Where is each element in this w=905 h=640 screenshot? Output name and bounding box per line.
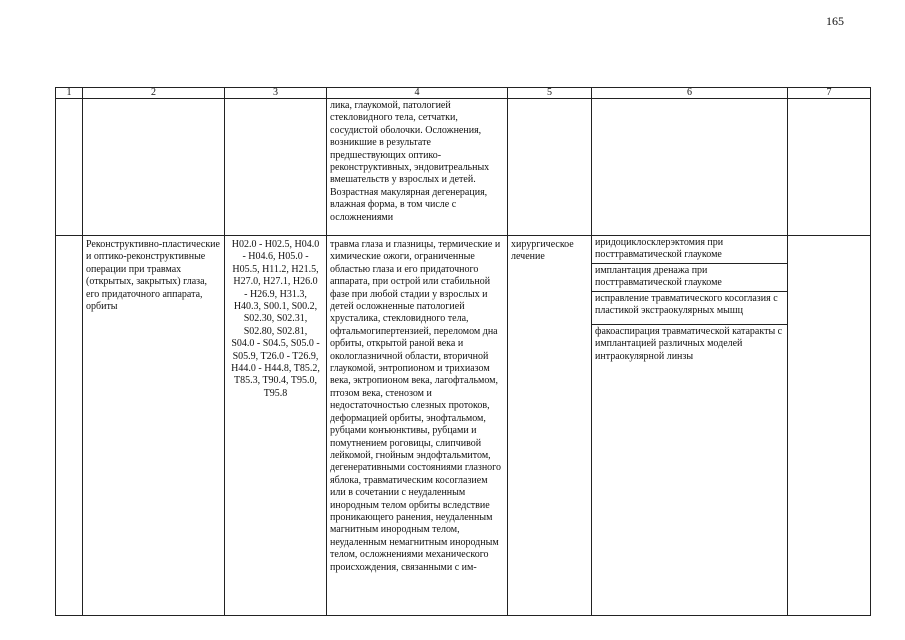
cell-model: лика, глаукомой, патологией стекловидного тела, сетчатки, сосудистой оболочки. Осложнения, возникшие в результате предшествующих оптико-реконструктивных, эндовитреальных вмешательств у взрослых и детей. Возрастная макулярная дегенерация, влажная форма, в том числе с осложнениями <box>327 99 508 236</box>
cell-procedure: Реконструктивно-пластические и оптико-реконструктивные операции при травмах (открытых, закрытых) глаза, его придаточного аппарата, орбиты <box>83 236 225 616</box>
cell-codes <box>225 236 327 616</box>
icd-code-line: - H04.6, H05.0 - <box>242 251 309 263</box>
cell-number <box>56 99 83 236</box>
column-header: 1 <box>56 88 83 99</box>
cell-method <box>592 236 788 616</box>
cell-treatment: хирургическое лечение <box>508 236 592 616</box>
icd-code-line: H02.0 - H02.5, H04.0 <box>231 239 320 250</box>
column-header: 2 <box>83 88 225 99</box>
column-header: 6 <box>592 88 788 99</box>
icd-code-line: H05.5, H11.2, H21.5, <box>232 263 319 275</box>
icd-code-line: - H26.9, H31.3, <box>244 288 307 300</box>
column-header: 3 <box>225 88 327 99</box>
column-header: 4 <box>327 88 508 99</box>
method-item: исправление травматического косоглазия с пластикой экстраокулярных мышц <box>592 292 787 325</box>
header-row <box>56 88 871 99</box>
cell-codes <box>225 99 327 236</box>
icd-code-line: T85.3, T90.4, T95.0, <box>234 375 317 387</box>
icd-code-line: S04.0 - S04.5, S05.0 - <box>231 338 320 350</box>
clinical-table <box>55 87 871 616</box>
table-row <box>56 99 871 236</box>
icd-code-line: H44.0 - H44.8, T85.2, <box>231 363 320 375</box>
cell-procedure <box>83 99 225 236</box>
icd-code-line: H27.0, H27.1, H26.0 <box>233 276 318 288</box>
method-item: иридоциклосклерэктомия при посттравматической глаукоме <box>592 236 787 264</box>
method-item: факоаспирация травматической катаракты с имплантацией различных моделей интраокулярной линзы <box>595 326 783 362</box>
page-number: 165 <box>826 14 844 28</box>
cell-treatment <box>508 99 592 236</box>
cell-rate <box>788 99 871 236</box>
icd-code-line: S05.9, T26.0 - T26.9, <box>232 350 319 362</box>
method-item: имплантация дренажа при посттравматической глаукоме <box>592 264 787 292</box>
table-row <box>56 236 871 616</box>
cell-method <box>592 99 788 236</box>
icd-code-line: S02.80, S02.81, <box>243 325 308 337</box>
cell-rate <box>788 236 871 616</box>
column-header: 5 <box>508 88 592 99</box>
cell-model: травма глаза и глазницы, термические и химические ожоги, ограниченные областью глаза и его придаточного аппарата, при острой или стабильной фазе при любой стадии у взрослых и детей осложненные патологией хрусталика, стекловидного тела, офтальмогипертензией, переломом дна орбиты, открытой раной века и окологлазничной области, вторичной глаукомой, энтропионом и трихиазом века, эктропионом века, лагофтальмом, птозом века, стенозом и недостаточностью слезных протоков, деформацией орбиты, энофтальмом, рубцами конъюнктивы, рубцами и помутнением роговицы, слипчивой лейкомой, гнойным эндофтальмитом, дегенеративными состояниями глазного яблока, травматическим косоглазием или в сочетании с неудаленным инородным телом орбиты вследствие проникающего ранения, неудаленным магнитным инородным телом, неудаленным немагнитным инородным телом, осложнениями механического происхождения, связанными с им- <box>327 236 508 616</box>
icd-code-line: H40.3, S00.1, S00.2, <box>233 301 318 313</box>
column-header: 7 <box>788 88 871 99</box>
cell-number <box>56 236 83 616</box>
icd-code-line: T95.8 <box>263 387 288 399</box>
icd-code-line: S02.30, S02.31, <box>243 313 308 325</box>
